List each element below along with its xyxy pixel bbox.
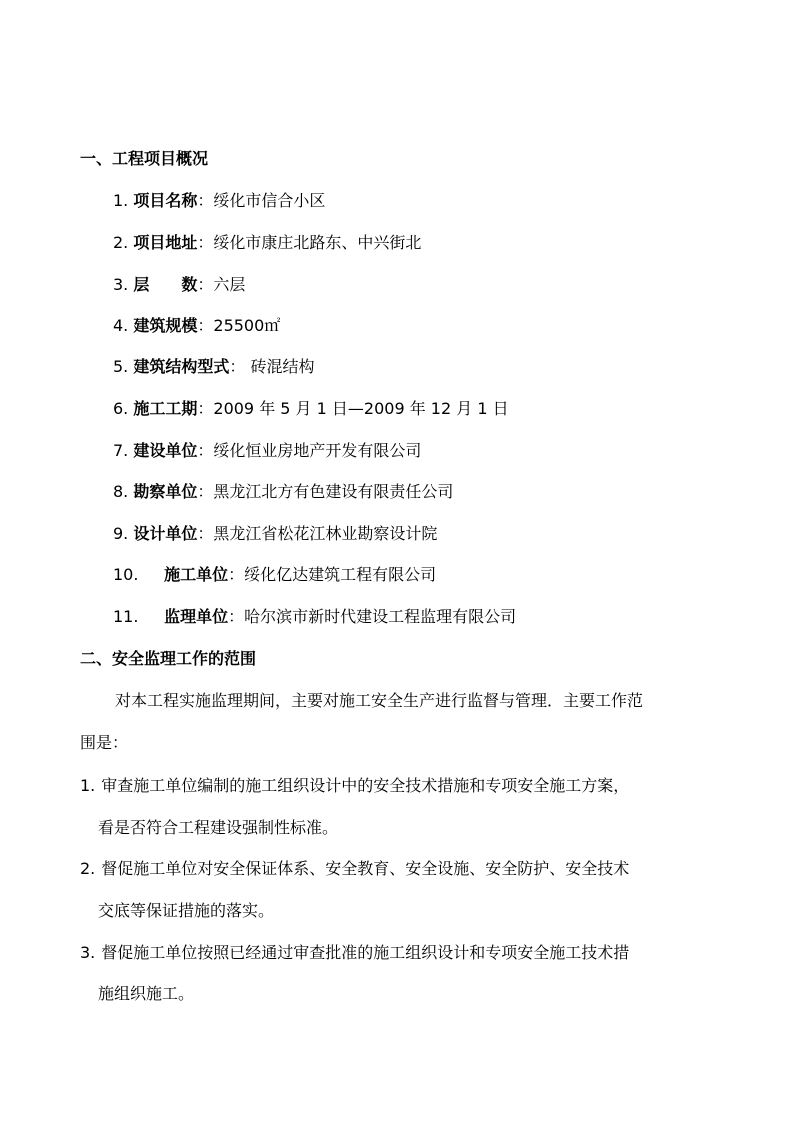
intro-paragraph-line-2: 围是： — [80, 733, 129, 752]
item-number: 2. — [113, 233, 129, 252]
item-value: 黑龙江省松花江林业勘察设计院 — [213, 524, 438, 543]
item-value: 砖混结构 — [245, 357, 315, 376]
numbered-point — [80, 775, 629, 797]
item-number: 7. — [113, 441, 129, 460]
item-number: 4. — [113, 316, 129, 335]
section-1-heading: 一、工程项目概况 — [80, 149, 209, 168]
list-item — [113, 606, 516, 628]
item-value: 2009 年 5 月 1 日—2009 年 12 月 1 日 — [213, 399, 509, 418]
item-number: 1. — [113, 191, 129, 210]
list-item — [113, 190, 325, 212]
point-text-line-2: 交底等保证措施的落实。 — [98, 901, 275, 920]
item-label: 建筑规模 — [133, 316, 198, 335]
item-value: 哈尔滨市新时代建设工程监理有限公司 — [244, 607, 517, 626]
point-number: 3. — [80, 943, 96, 962]
list-item — [113, 315, 280, 337]
list-item — [113, 440, 421, 462]
item-label: 层 数 — [133, 275, 198, 294]
item-label: 勘察单位 — [133, 482, 198, 501]
list-item — [113, 398, 509, 420]
item-value: 黑龙江北方有色建设有限责任公司 — [213, 482, 454, 501]
item-value: 绥化市康庄北路东、中兴街北 — [213, 233, 422, 252]
point-text-line-1: 审查施工单位编制的施工组织设计中的安全技术措施和专项安全施工方案， — [101, 776, 630, 795]
item-separator: ： — [197, 441, 214, 460]
item-value: 六层 — [213, 275, 246, 294]
item-label: 监理单位 — [164, 607, 229, 626]
item-label: 设计单位 — [133, 524, 198, 543]
item-separator: ： — [197, 399, 214, 418]
point-text-line-1: 督促施工单位对安全保证体系、安全教育、安全设施、安全防护、安全技术 — [101, 859, 630, 878]
item-separator: ： — [197, 524, 214, 543]
point-text-line-2: 施组织施工。 — [98, 984, 195, 1003]
item-number: 5. — [113, 357, 129, 376]
list-item — [113, 564, 436, 586]
item-value: 绥化市信合小区 — [213, 191, 326, 210]
item-separator: ： — [197, 275, 214, 294]
item-label: 项目名称 — [133, 191, 198, 210]
item-label: 项目地址 — [133, 233, 198, 252]
list-item — [113, 356, 314, 378]
point-text-line-1: 督促施工单位按照已经通过审查批准的施工组织设计和专项安全施工技术措 — [101, 943, 630, 962]
item-separator: ： — [228, 565, 245, 584]
item-separator: ： — [197, 233, 214, 252]
item-number: 6. — [113, 399, 129, 418]
item-value: 绥化亿达建筑工程有限公司 — [244, 565, 437, 584]
item-number: 10. — [113, 565, 139, 584]
point-number: 2. — [80, 859, 96, 878]
item-separator: ： — [229, 357, 246, 376]
point-text-line-2: 看是否符合工程建设强制性标准。 — [98, 818, 339, 837]
point-number: 1. — [80, 776, 96, 795]
item-number: 3. — [113, 275, 129, 294]
item-value: 绥化恒业房地产开发有限公司 — [213, 441, 422, 460]
item-label: 施工单位 — [164, 565, 229, 584]
item-separator: ： — [197, 191, 214, 210]
list-item — [113, 274, 245, 296]
item-label: 施工工期 — [133, 399, 198, 418]
item-label: 建筑结构型式 — [133, 357, 230, 376]
intro-paragraph-line-1: 对本工程实施监理期间，主要对施工安全生产进行监督与管理．主要工作范 — [115, 691, 644, 710]
item-separator: ： — [197, 482, 214, 501]
list-item — [113, 481, 453, 503]
item-separator: ： — [197, 316, 214, 335]
numbered-point — [80, 942, 629, 964]
item-number: 9. — [113, 524, 129, 543]
item-label: 建设单位 — [133, 441, 198, 460]
item-separator: ： — [228, 607, 245, 626]
section-2-heading: 二、安全监理工作的范围 — [80, 649, 257, 668]
list-item — [113, 232, 421, 254]
numbered-point — [80, 858, 629, 880]
item-number: 11. — [113, 607, 139, 626]
item-value: 25500㎡ — [213, 316, 281, 335]
item-number: 8. — [113, 482, 129, 501]
list-item — [113, 523, 437, 545]
